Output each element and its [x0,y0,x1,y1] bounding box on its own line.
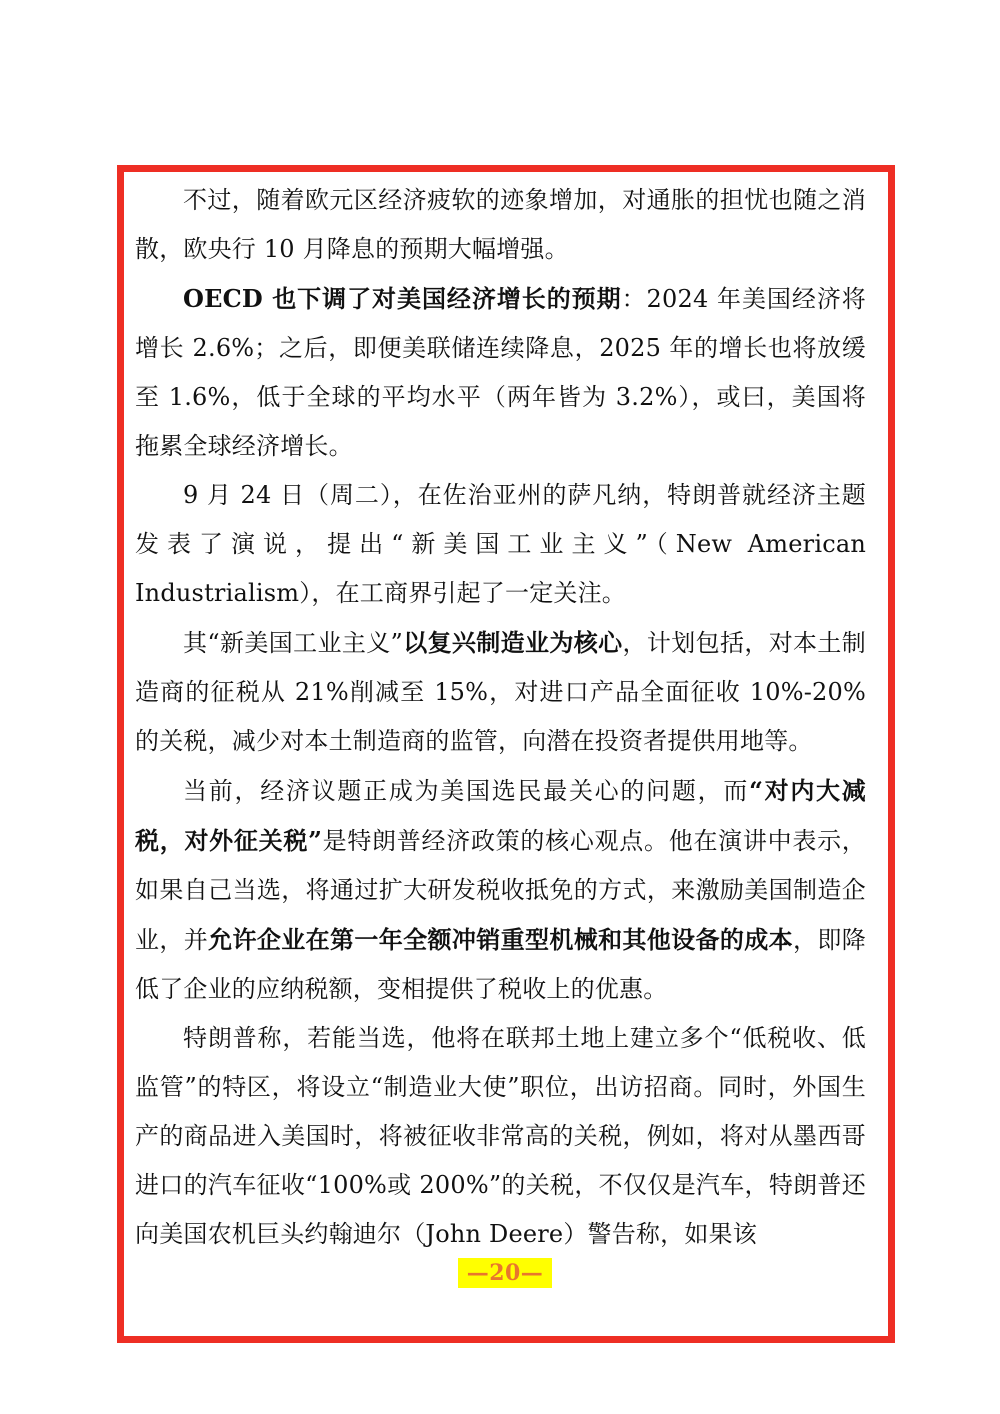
article-body [135,176,866,1259]
industrialism-plan-text: ，计划包括，对本土制造商的征税从 21%削减至 15%，对进口产品全面征收 10%-20%的关税，减少对本土制造商的监管，向潜在投资者提供用地等。 [135,629,866,755]
manufacturing-revival-highlight: 以复兴制造业为核心 [403,628,623,657]
tax-tariff-highlight: “对内大减税，对外征关税” [135,776,866,855]
oecd-forecast-highlight: OECD 也下调了对美国经济增长的预期 [183,284,622,313]
paragraph-special-zones-text: 特朗普称，若能当选，他将在联邦土地上建立多个“低税收、低监管”的特区，将设立“制造业大使”职位，出访招商。同时，外国生产的商品进入美国时，将被征收非常高的关税，例如，将对从墨西哥进口的汽车征收“100%或 200%”的关税，不仅仅是汽车，特朗普还向美国农机巨头约翰迪尔（John Deere）警告称，如果该 [135,1024,866,1248]
paragraph-trump-speech-text: 9 月 24 日（周二），在佐治亚州的萨凡纳，特朗普就经济主题发表了演说，提出“新美国工业主义”（New American Industrialism），在工商界引起了一定关注。 [135,481,866,607]
equipment-cost-highlight: 允许企业在第一年全额冲销重型机械和其他设备的成本 [208,925,794,954]
paragraph-ecb-rate-cut [135,176,866,274]
tax-policy-end: ，即降低了企业的应纳税额，变相提供了税收上的优惠。 [135,926,866,1003]
tax-policy-middle: 是特朗普经济政策的核心观点。他在演讲中表示，如果自己当选，将通过扩大研发税收抵免的方式，来激励美国制造企业，并 [135,827,866,954]
paragraph-ecb-rate-cut-text: 不过，随着欧元区经济疲软的迹象增加，对通胀的担忧也随之消散，欧央行 10 月降息的预期大幅增强。 [135,186,866,263]
paragraph-trump-speech [135,471,866,618]
paragraph-tax-policy [135,766,866,1014]
paragraph-oecd-forecast [135,274,866,471]
page-number: —20— [458,1258,552,1288]
tax-policy-intro: 当前，经济议题正成为美国选民最关心的问题，而 [183,777,750,805]
paragraph-industrialism-plan [135,618,866,766]
oecd-forecast-text: ：2024 年美国经济将增长 2.6%；之后，即便美联储连续降息，2025 年的增长也将放缓至 1.6%，低于全球的平均水平（两年皆为 3.2%），或曰，美国将拖累全球经济增长。 [135,285,866,460]
paragraph-special-zones [135,1014,866,1259]
industrialism-plan-intro: 其“新美国工业主义” [183,629,404,657]
